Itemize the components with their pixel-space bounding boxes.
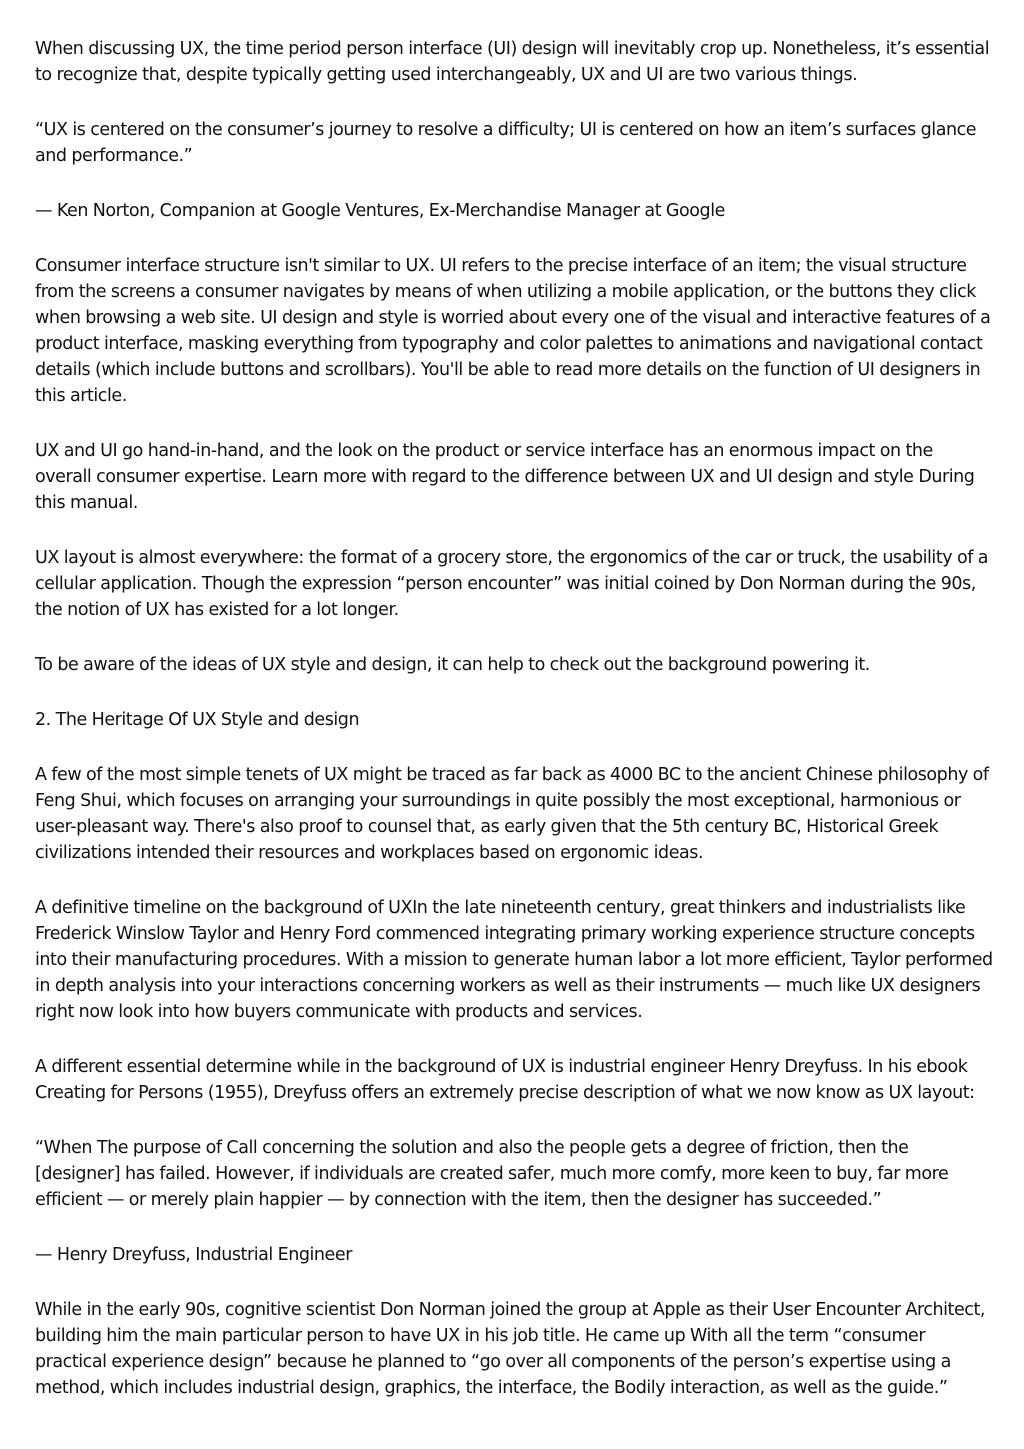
paragraph-ui-definition: Consumer interface structure isn't similar to UX. UI refers to the precise interface of an item; the visual structure from the screens a consumer navigates by means of when utilizing a mobile application, or the buttons they click when browsing a web site. UI design and style is worried about every one of the visual and interactive features of a product interface, masking everything from typography and color palettes to animations and navigational contact details (which include buttons and scrollbars). You'll be able to read more details on the function of UI designers in this article. — [35, 256, 991, 406]
quote-ken-norton: “UX is centered on the consumer’s journey to resolve a difficulty; UI is centered on how an item’s surfaces glance and performance.” — [35, 120, 977, 166]
paragraph-henry-dreyfuss: A different essential determine while in the background of UX is industrial engineer Henry Dreyfuss. In his ebook Creating for Persons (1955), Dreyfuss offers an extremely precise description of what we now know as UX layout: — [35, 1057, 975, 1103]
quote-attribution-ken-norton: — Ken Norton, Companion at Google Ventures, Ex-Merchandise Manager at Google — [35, 201, 725, 221]
paragraph-ux-ui-hand-in-hand: UX and UI go hand-in-hand, and the look on the product or service interface has an enormous impact on the overall consumer expertise. Learn more with regard to the difference between UX and UI design and style During this manual. — [35, 441, 975, 513]
paragraph-timeline-taylor-ford: A definitive timeline on the background of UXIn the late nineteenth century, great thinkers and industrialists like Frederick Winslow Taylor and Henry Ford commenced integrating primary working experience structure concepts into their manufacturing procedures. With a mission to generate human labor a lot more efficient, Taylor performed in depth analysis into your interactions concerning workers as well as their instruments — much like UX designers right now look into how buyers communicate with products and services. — [35, 898, 993, 1022]
document-body — [35, 36, 993, 1430]
section-heading-heritage: 2. The Heritage Of UX Style and design — [35, 710, 360, 730]
quote-henry-dreyfuss: “When The purpose of Call concerning the solution and also the people gets a degree of friction, then the [designer] has failed. However, if individuals are created safer, much more comfy, more keen to buy, far more efficient — or merely plain happier — by connection with the item, then the designer has succeeded.” — [35, 1138, 949, 1210]
paragraph-ux-everywhere: UX layout is almost everywhere: the format of a grocery store, the ergonomics of the car or truck, the usability of a cellular application. Though the expression “person encounter” was initial coined by Don Norman during the 90s, the notion of UX has existed for a lot longer. — [35, 548, 989, 620]
paragraph-ux-vs-ui-intro: When discussing UX, the time period person interface (UI) design will inevitably crop up. Nonetheless, it’s essential to recognize that, despite typically getting used interchangeably, UX and UI are two various things. — [35, 39, 990, 85]
paragraph-background-intro: To be aware of the ideas of UX style and design, it can help to check out the background powering it. — [35, 655, 870, 675]
paragraph-don-norman: While in the early 90s, cognitive scientist Don Norman joined the group at Apple as their User Encounter Architect, building him the main particular person to have UX in his job title. He came up With all the term “consumer practical experience design” because he planned to “go over all components of the person’s expertise using a method, which includes industrial design, graphics, the interface, the Bodily interaction, as well as the guide.” — [35, 1300, 985, 1398]
paragraph-feng-shui: A few of the most simple tenets of UX might be traced as far back as 4000 BC to the ancient Chinese philosophy of Feng Shui, which focuses on arranging your surroundings in quite possibly the most exceptional, harmonious or user-pleasant way. There's also proof to counsel that, as early given that the 5th century BC, Historical Greek civilizations intended their resources and workplaces based on ergonomic ideas. — [35, 765, 989, 863]
quote-attribution-henry-dreyfuss: — Henry Dreyfuss, Industrial Engineer — [35, 1245, 352, 1265]
